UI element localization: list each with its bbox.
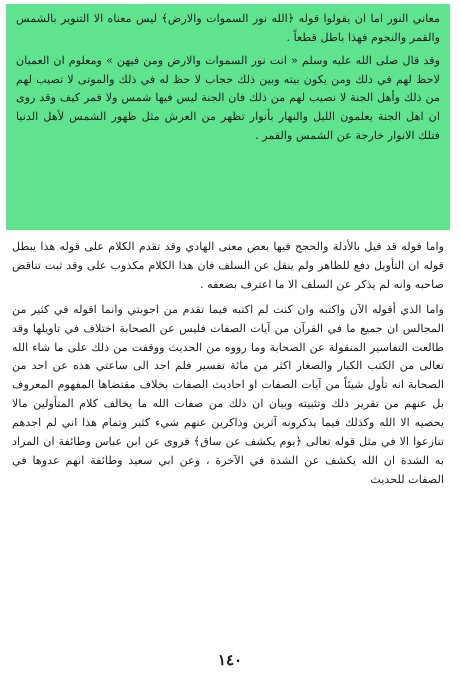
- highlight-paragraph-1: معاني النور اما ان يقولوا قوله ﴿الله نور السموات والارض﴾ ليس معناه الا التنوير بالشمس والقمر والنجوم فهذا باطل قطعاً .: [16, 12, 440, 44]
- page-number: ١٤٠: [217, 651, 243, 669]
- highlight-paragraph-2: وقد قال صلى الله عليه وسلم « انت نور السموات والارض ومن فيهن » ومعلوم ان العميان لاحظ لهم في ذلك ومن يكون بيته وبين ذلك حجاب لا حظ له في ذلك والموتى لا تصيب لهم من ذلك وأهل الجنة لا نصيب لهم من ذلك فان الجنة ليس فيها شمس ولا قمر كيف وقد روى ان اهل الجنة يعلمون الليل والنهار بأنوار تظهر من العرش مثل ظهور الشمس لأهل الدنيا فتلك الانوار خارجة عن الشمس والقمر .: [16, 54, 440, 142]
- body-paragraph-1: واما قوله قد قيل بالأدلة والحجج فيها بعض معنى الهادي وقد تقدم الكلام على قوله هذا يبطل قوله ان التأويل دفع للظاهر ولم ينقل عن السلف فان هذا الكلام مكذوب على وقد ثبت تناقض صاحبه وانه لم يذكر عن السلف الا ما اعترف بضعفه .: [12, 240, 444, 291]
- highlighted-passage: [6, 4, 450, 230]
- body-text: [12, 238, 444, 490]
- body-paragraph-2: واما الذي أقوله الآن واكتبه وان كنت لم اكتبه فيما تقدم من اجوبتي وانما اقوله في كثير من المجالس ان جميع ما في القرآن من آيات الصفات فليس عن الصحابة اختلاف في تاويلها وقد طالعت التفاسير المنقولة عن الصحابة وما رووه من الحديث ووقفت من ذلك على ما شاء الله تعالى من الكتب الكبار والصغار اكثر من مائة تفسير فلم اجد الى ساعتي هذه عن احد من الصحابة انه تأول شيئاً من آيات الصفات او احاديث الصفات بخلاف مقتضاها المفهوم المعروف بل عنهم من تقرير ذلك وتثبيته وبيان ان ذلك من صفات الله ما يخالف كلام المتأولين مالا يحصيه الا الله وكذلك فيما يذكرونه آثرين وذاكرين عنهم شيء كثير وتمام هذا اني لم اجدهم تنازعوا الا في مثل قوله تعالى ﴿يوم يكشف عن ساق﴾ فروى عن ابن عباس وطائفة ان المراد به الشدة ان الله يكشف عن الشدة في الآخرة ، وعن ابي سعيد وطائفة انهم عدوها في الصفات للحديث: [12, 302, 444, 486]
